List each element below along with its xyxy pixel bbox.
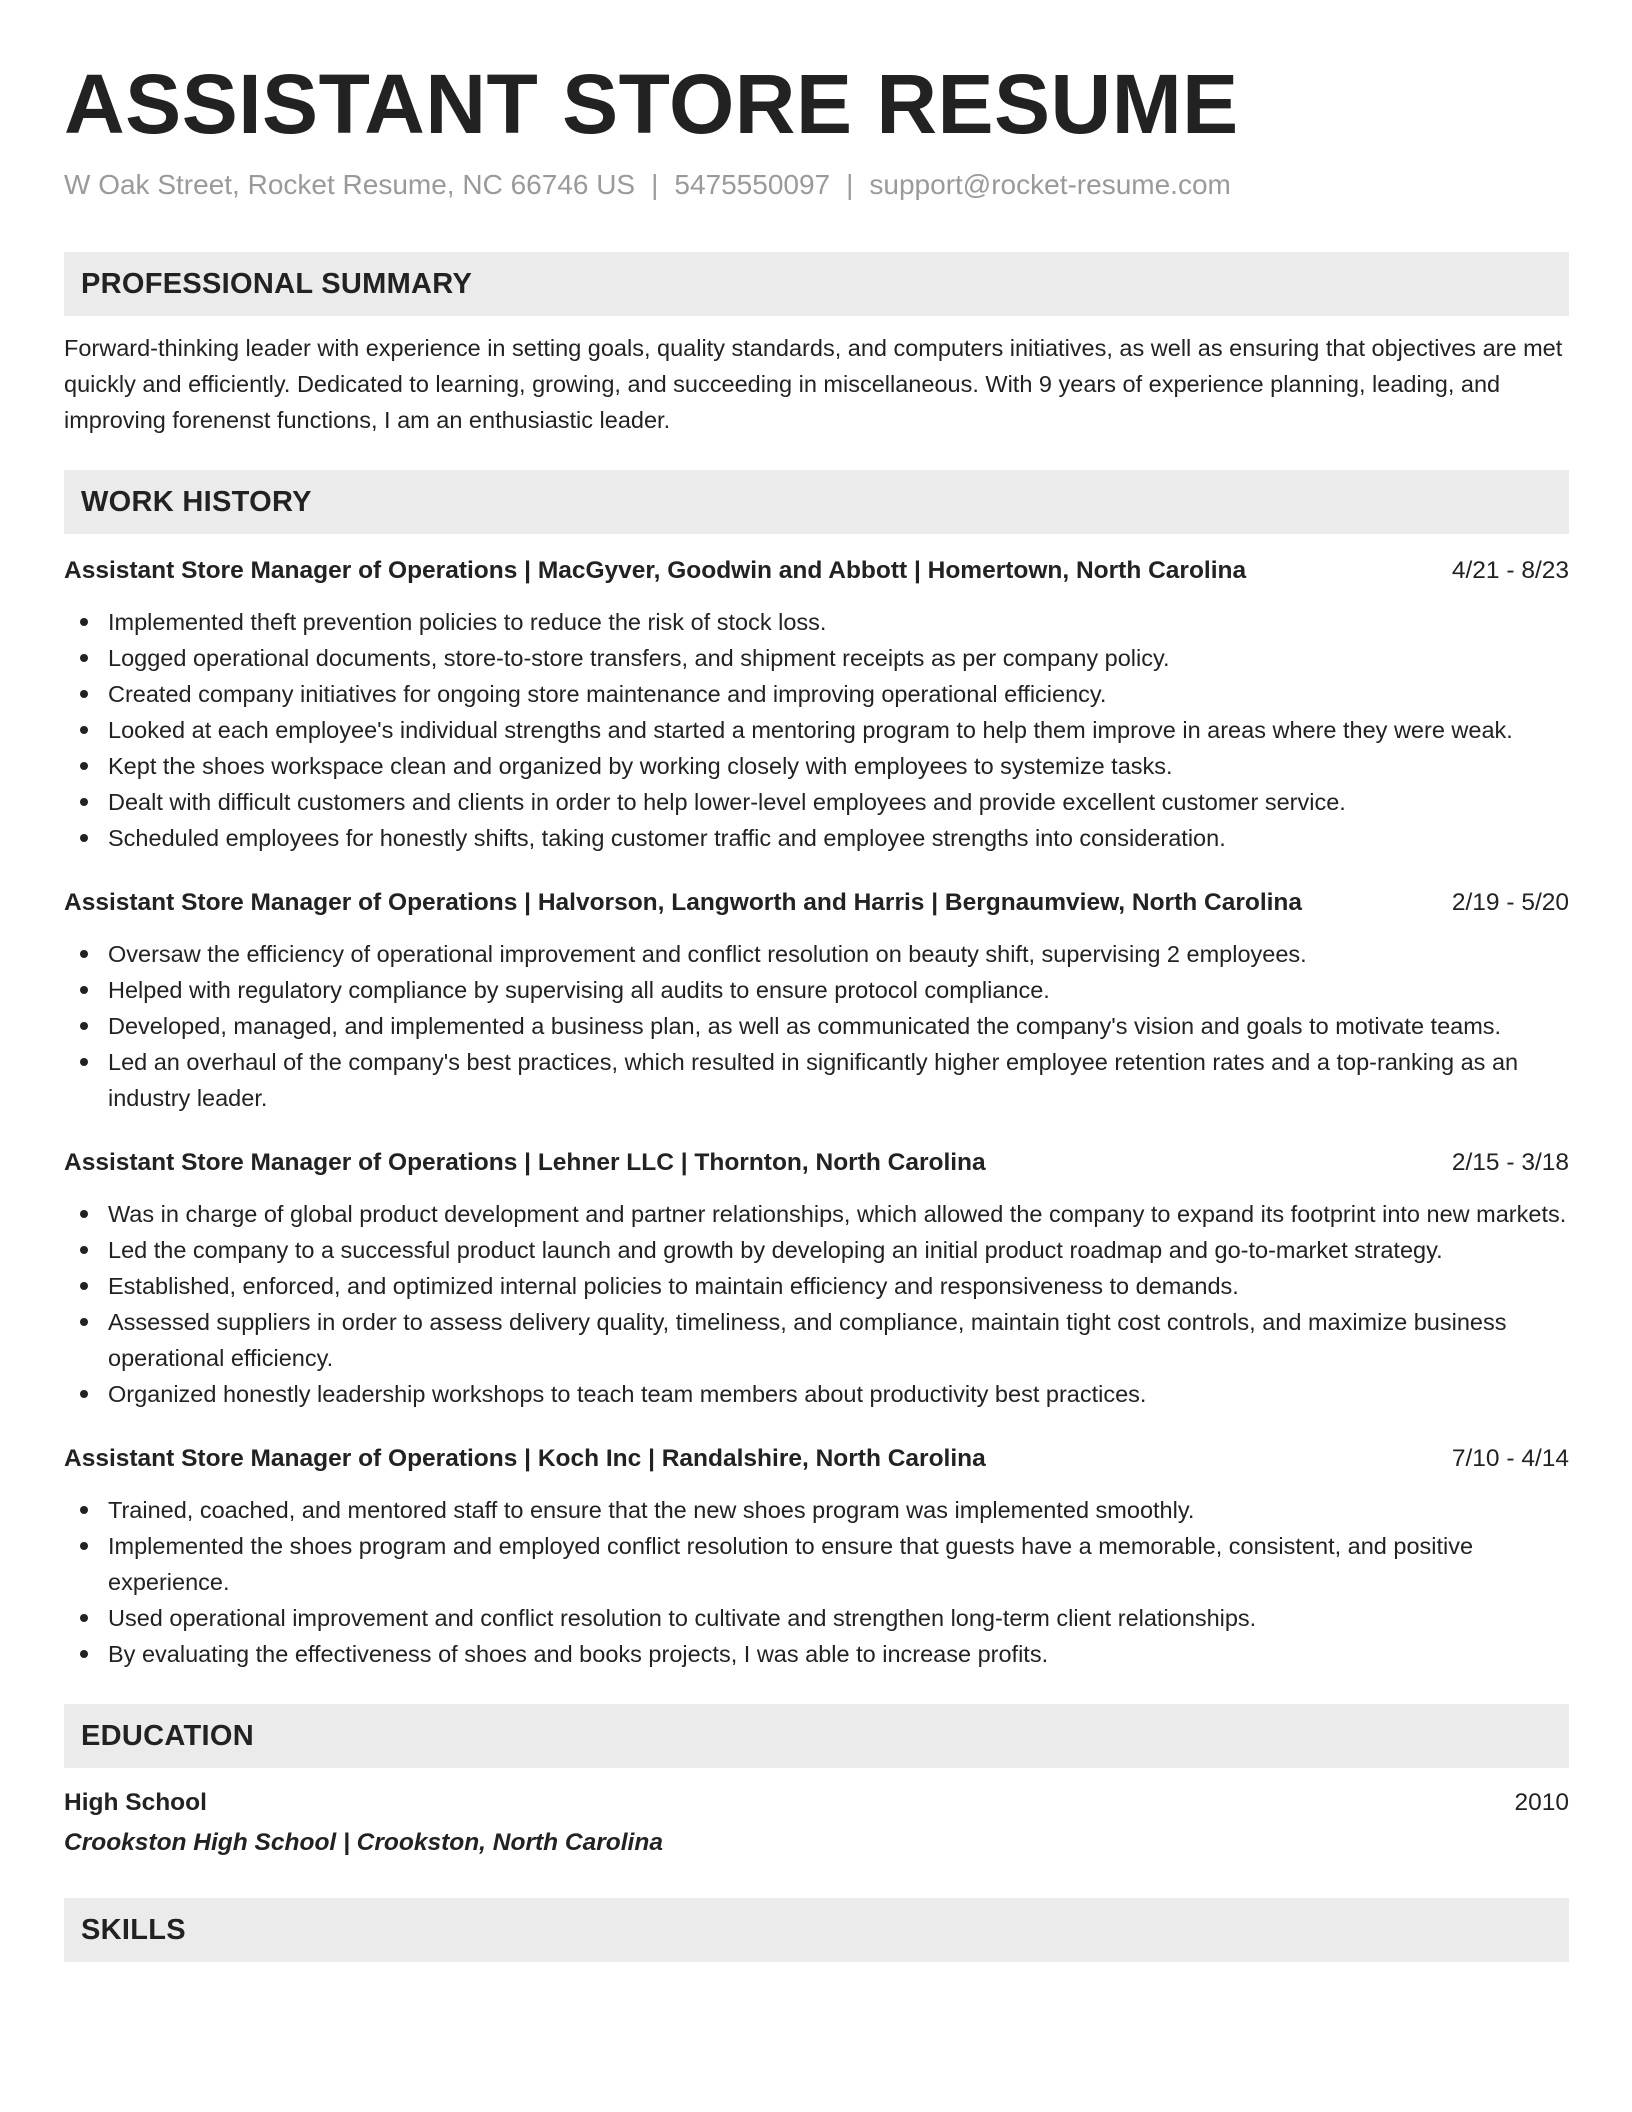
job-bullet	[64, 1268, 1569, 1304]
section-header-professional-summary: PROFESSIONAL SUMMARY	[64, 252, 1569, 316]
section-header-education: EDUCATION	[64, 1704, 1569, 1768]
job-dates: 2/19 - 5/20	[1451, 889, 1569, 916]
job-bullet-text: Logged operational documents, store-to-store transfers, and shipment receipts as per company policy.	[108, 645, 1170, 671]
bullet-dot-icon	[80, 690, 88, 698]
bullet-dot-icon	[80, 1542, 88, 1550]
job-bullet	[64, 972, 1569, 1008]
job-bullet-text: Used operational improvement and conflict resolution to cultivate and strengthen long-term client relationships.	[108, 1605, 1257, 1631]
job-bullet-text: Implemented the shoes program and employed conflict resolution to ensure that guests have a memorable, consistent, and positive experience.	[108, 1533, 1474, 1595]
job-bullet-list	[64, 1196, 1569, 1412]
bullet-dot-icon	[80, 950, 88, 958]
job-bullet	[64, 1008, 1569, 1044]
summary-text: Forward-thinking leader with experience in setting goals, quality standards, and computers initiatives, as well as ensuring that objectives are met quickly and efficiently. Dedicated to learning, growing, and succeeding in miscellaneous. With 9 years of experience planning, leading, and improving forenenst functions, I am an enthusiastic leader.	[64, 335, 1563, 433]
contact-email: support@rocket-resume.com	[869, 169, 1231, 200]
job-header	[64, 1442, 1569, 1476]
bullet-dot-icon	[80, 798, 88, 806]
bullet-dot-icon	[80, 1390, 88, 1398]
job-bullet-text: Established, enforced, and optimized internal policies to maintain efficiency and responsiveness to demands.	[108, 1273, 1239, 1299]
job-bullet-text: By evaluating the effectiveness of shoes and books projects, I was able to increase profits.	[108, 1641, 1049, 1667]
job-bullet	[64, 936, 1569, 972]
job-bullet-text: Oversaw the efficiency of operational improvement and conflict resolution on beauty shift, supervising 2 employees.	[108, 941, 1307, 967]
bullet-dot-icon	[80, 1318, 88, 1326]
job-bullet	[64, 604, 1569, 640]
job-entry	[64, 886, 1569, 1116]
bullet-dot-icon	[80, 1650, 88, 1658]
bullet-dot-icon	[80, 1022, 88, 1030]
job-bullet-text: Implemented theft prevention policies to reduce the risk of stock loss.	[108, 609, 827, 635]
job-bullet-text: Led an overhaul of the company's best practices, which resulted in significantly higher employee retention rates and a top-ranking as an industry leader.	[108, 1049, 1519, 1111]
job-entry	[64, 1442, 1569, 1672]
job-dates: 7/10 - 4/14	[1451, 1445, 1569, 1472]
bullet-dot-icon	[80, 1614, 88, 1622]
job-entry	[64, 554, 1569, 856]
contact-address: W Oak Street, Rocket Resume, NC 66746 US	[64, 169, 636, 200]
job-bullet-text: Was in charge of global product development and partner relationships, which allowed the company to expand its footprint into new markets.	[108, 1201, 1567, 1227]
job-bullet-text: Looked at each employee's individual strengths and started a mentoring program to help them improve in areas where they were weak.	[108, 717, 1513, 743]
job-dates: 4/21 - 8/23	[1451, 557, 1569, 584]
bullet-dot-icon	[80, 1058, 88, 1066]
contact-phone: 5475550097	[674, 169, 831, 200]
bullet-dot-icon	[80, 986, 88, 994]
bullet-dot-icon	[80, 834, 88, 842]
job-bullet-list	[64, 1492, 1569, 1672]
job-bullet	[64, 640, 1569, 676]
resume-page	[64, 0, 1569, 1962]
job-bullet-text: Assessed suppliers in order to assess delivery quality, timeliness, and compliance, maintain tight cost controls, and maximize business operational efficiency.	[108, 1309, 1507, 1371]
bullet-dot-icon	[80, 726, 88, 734]
job-bullet	[64, 1232, 1569, 1268]
job-header	[64, 554, 1569, 588]
bullet-dot-icon	[80, 1282, 88, 1290]
work-history-list	[64, 554, 1569, 1672]
job-bullet	[64, 820, 1569, 856]
job-bullet-text: Kept the shoes workspace clean and organized by working closely with employees to systemize tasks.	[108, 753, 1173, 779]
bullet-dot-icon	[80, 1246, 88, 1254]
job-bullet-text: Organized honestly leadership workshops to teach team members about productivity best practices.	[108, 1381, 1147, 1407]
job-title: Assistant Store Manager of Operations | MacGyver, Goodwin and Abbott | Homertown, North Carolina	[64, 557, 1247, 584]
job-bullet	[64, 1600, 1569, 1636]
job-bullet	[64, 676, 1569, 712]
section-header-work-history: WORK HISTORY	[64, 470, 1569, 534]
bullet-dot-icon	[80, 1506, 88, 1514]
contact-separator: |	[846, 169, 854, 200]
job-bullet-list	[64, 604, 1569, 856]
job-bullet-text: Created company initiatives for ongoing store maintenance and improving operational efficiency.	[108, 681, 1107, 707]
job-bullet	[64, 1044, 1569, 1116]
contact-separator: |	[651, 169, 659, 200]
job-bullet-text: Dealt with difficult customers and clients in order to help lower-level employees and provide excellent customer service.	[108, 789, 1346, 815]
education-school: Crookston High School | Crookston, North Carolina	[64, 1829, 663, 1856]
job-bullet	[64, 1492, 1569, 1528]
bullet-dot-icon	[80, 1210, 88, 1218]
job-title: Assistant Store Manager of Operations | Halvorson, Langworth and Harris | Bergnaumview, North Carolina	[64, 889, 1303, 916]
job-bullet	[64, 1376, 1569, 1412]
resume-name: ASSISTANT STORE RESUME	[64, 57, 1239, 151]
job-bullet	[64, 1304, 1569, 1376]
job-title: Assistant Store Manager of Operations | Lehner LLC | Thornton, North Carolina	[64, 1149, 986, 1176]
job-entry	[64, 1146, 1569, 1412]
bullet-dot-icon	[80, 618, 88, 626]
bullet-dot-icon	[80, 762, 88, 770]
job-header	[64, 1146, 1569, 1180]
job-bullet-text: Trained, coached, and mentored staff to ensure that the new shoes program was implemented smoothly.	[108, 1497, 1195, 1523]
job-bullet	[64, 748, 1569, 784]
bullet-dot-icon	[80, 654, 88, 662]
job-title: Assistant Store Manager of Operations | Koch Inc | Randalshire, North Carolina	[64, 1445, 986, 1472]
section-header-skills: SKILLS	[64, 1898, 1569, 1962]
job-bullet	[64, 784, 1569, 820]
job-bullet	[64, 712, 1569, 748]
job-bullet-text: Developed, managed, and implemented a business plan, as well as communicated the company's vision and goals to motivate teams.	[108, 1013, 1502, 1039]
job-bullet-list	[64, 936, 1569, 1116]
job-bullet-text: Scheduled employees for honestly shifts, taking customer traffic and employee strengths into consideration.	[108, 825, 1226, 851]
education-entry	[64, 1786, 1569, 1820]
job-bullet	[64, 1636, 1569, 1672]
job-bullet	[64, 1196, 1569, 1232]
contact-line	[64, 168, 1569, 202]
education-degree: High School	[64, 1789, 207, 1816]
job-bullet-text: Led the company to a successful product launch and growth by developing an initial product roadmap and go-to-market strategy.	[108, 1237, 1443, 1263]
job-dates: 2/15 - 3/18	[1451, 1149, 1569, 1176]
job-bullet-text: Helped with regulatory compliance by supervising all audits to ensure protocol compliance.	[108, 977, 1050, 1003]
education-year: 2010	[1514, 1789, 1569, 1816]
job-header	[64, 886, 1569, 920]
job-bullet	[64, 1528, 1569, 1600]
